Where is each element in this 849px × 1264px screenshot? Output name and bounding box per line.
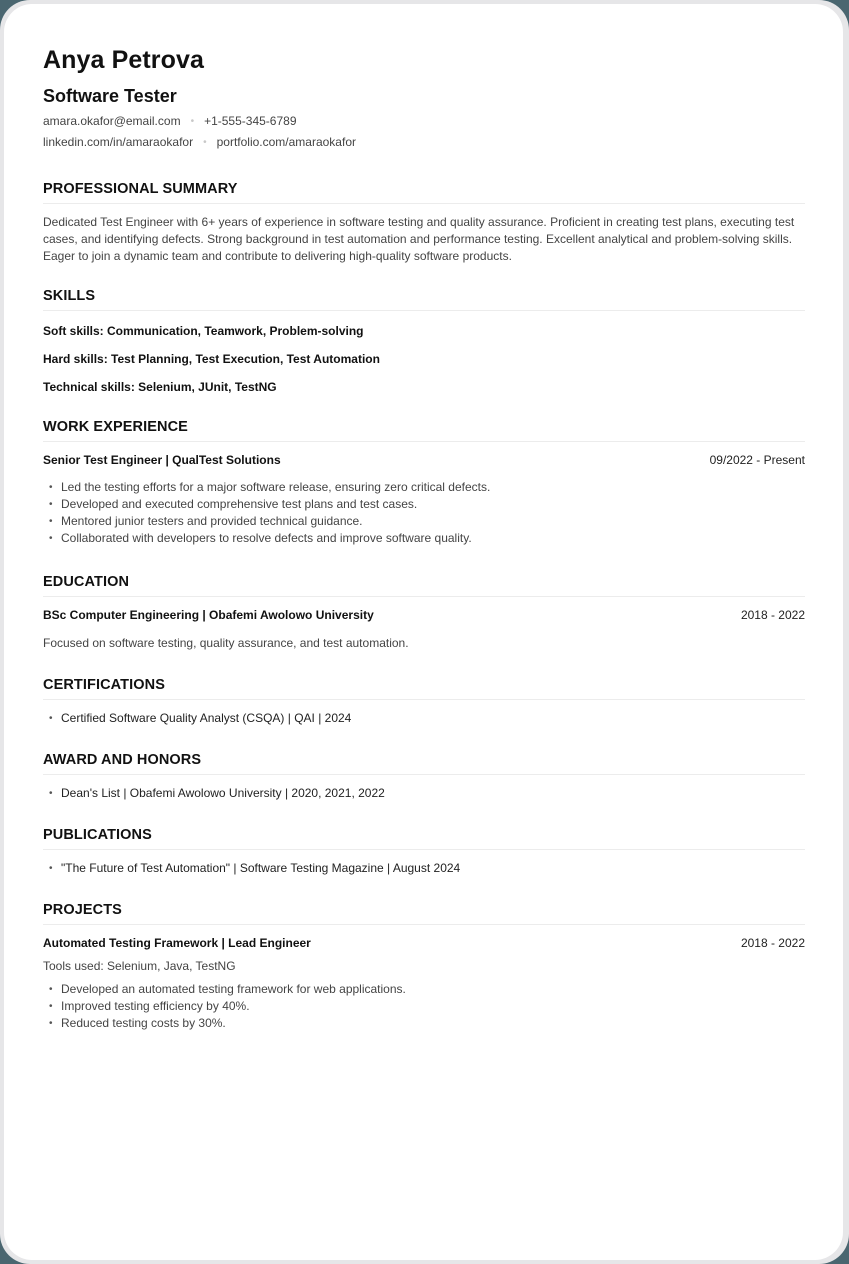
contact-row-1 bbox=[43, 114, 297, 128]
skill-line-soft: Soft skills: Communication, Teamwork, Problem-solving bbox=[43, 324, 364, 338]
separator-dot-icon: • bbox=[203, 136, 207, 148]
skill-line-technical: Technical skills: Selenium, JUnit, TestNG bbox=[43, 380, 277, 394]
list-item: • Dean's List | Obafemi Awolowo University | 2020, 2021, 2022 bbox=[43, 785, 805, 802]
summary-text: Dedicated Test Engineer with 6+ years of experience in software testing and quality assurance. Proficient in creating test plans, executing test cases, and identifying defects. Strong background in test automation and performance testing. Excellent analytical and problem-solving skills. Eager to join a dynamic team and contribute to delivering high-quality software products. bbox=[43, 215, 795, 263]
section-skills bbox=[43, 288, 805, 395]
certification-list bbox=[43, 710, 805, 727]
section-projects bbox=[43, 902, 805, 1032]
list-item: • Collaborated with developers to resolve defects and improve software quality. bbox=[43, 530, 805, 547]
job-title: Senior Test Engineer | QualTest Solutions bbox=[43, 453, 281, 467]
education-header bbox=[43, 608, 805, 623]
linkedin-link[interactable]: linkedin.com/in/amaraokafor bbox=[43, 135, 194, 149]
separator-dot-icon: • bbox=[190, 115, 195, 127]
list-item: • Reduced testing costs by 30%. bbox=[43, 1015, 805, 1032]
skill-line-hard: Hard skills: Test Planning, Test Execution, Test Automation bbox=[43, 352, 380, 366]
section-heading: PROJECTS bbox=[43, 902, 805, 925]
portfolio-link[interactable]: portfolio.com/amaraokafor bbox=[216, 135, 356, 149]
project-header bbox=[43, 936, 805, 951]
list-item: • Mentored junior testers and provided technical guidance. bbox=[43, 513, 805, 530]
section-heading: EDUCATION bbox=[43, 574, 805, 597]
list-item: • Developed an automated testing framework for web applications. bbox=[43, 981, 805, 998]
section-heading: SKILLS bbox=[43, 288, 805, 311]
section-awards bbox=[43, 752, 805, 802]
job-header bbox=[43, 453, 805, 468]
awards-list bbox=[43, 785, 805, 802]
education-date: 2018 - 2022 bbox=[740, 608, 805, 622]
list-item: • Certified Software Quality Analyst (CSQA) | QAI | 2024 bbox=[43, 710, 805, 727]
resume-page bbox=[4, 4, 843, 1260]
project-tools: Tools used: Selenium, Java, TestNG bbox=[43, 959, 236, 973]
section-work-experience bbox=[43, 419, 805, 547]
list-item: • Improved testing efficiency by 40%. bbox=[43, 998, 805, 1015]
job-date: 09/2022 - Present bbox=[709, 453, 805, 467]
contact-row-2 bbox=[43, 135, 356, 149]
section-education bbox=[43, 574, 805, 651]
section-summary bbox=[43, 181, 805, 264]
section-heading: WORK EXPERIENCE bbox=[43, 419, 805, 442]
list-item: • Developed and executed comprehensive test plans and test cases. bbox=[43, 496, 805, 513]
publications-list bbox=[43, 860, 805, 877]
project-date: 2018 - 2022 bbox=[740, 936, 805, 950]
section-heading: CERTIFICATIONS bbox=[43, 677, 805, 700]
phone-link[interactable]: +1-555-345-6789 bbox=[204, 114, 297, 128]
education-description: Focused on software testing, quality assurance, and test automation. bbox=[43, 636, 409, 650]
candidate-title: Software Tester bbox=[43, 86, 177, 106]
section-heading: PROFESSIONAL SUMMARY bbox=[43, 181, 805, 204]
candidate-name: Anya Petrova bbox=[43, 46, 204, 74]
section-heading: AWARD AND HONORS bbox=[43, 752, 805, 775]
degree-title: BSc Computer Engineering | Obafemi Awolowo University bbox=[43, 608, 374, 622]
project-bullets bbox=[43, 981, 805, 1032]
section-heading: PUBLICATIONS bbox=[43, 827, 805, 850]
project-title: Automated Testing Framework | Lead Engineer bbox=[43, 936, 311, 950]
list-item: • Led the testing efforts for a major software release, ensuring zero critical defects. bbox=[43, 479, 805, 496]
section-publications bbox=[43, 827, 805, 877]
email-link[interactable]: amara.okafor@email.com bbox=[43, 114, 181, 128]
job-bullets bbox=[43, 479, 805, 547]
list-item: • "The Future of Test Automation" | Software Testing Magazine | August 2024 bbox=[43, 860, 805, 877]
section-certifications bbox=[43, 677, 805, 727]
